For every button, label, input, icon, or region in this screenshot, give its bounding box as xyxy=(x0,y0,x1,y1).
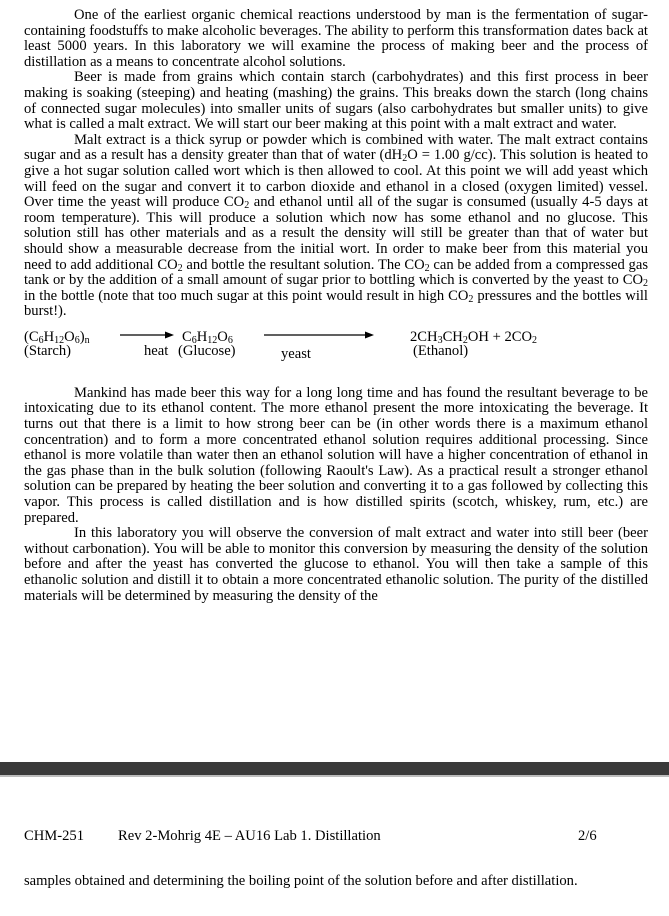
paragraph-distillation: Mankind has made beer this way for a long long time and has found the resultant beverage to be intoxicating due to its ethanol content. The more ethanol present the more intoxicating the beverage. It turns out that there is a limit to how strong beer can be (in other words there is a maximum ethanol concentration) and to form a more concentrated ethanol solution requires additional processing. Since ethanol is more volatile than water then an ethanol solution will have a higher concentration of ethanol in the gas phase than in the bulk solution (following Raoult's Law). As a practical result a stronger ethanol solution can be prepared by heating the beer solution and converting it to a gas followed by collecting this vapor. This process is called distillation and is how distilled spirits (scotch, whiskey, rum, etc.) are prepared. xyxy=(24,384,648,526)
continuation-text: samples obtained and determining the boiling point of the solution before and after distillation. xyxy=(24,873,578,889)
glucose-formula: $C_6H_{12}O_6$ xyxy=(182,328,233,346)
page-body xyxy=(24,8,648,604)
starch-label: (Starch) xyxy=(24,342,72,359)
starch-formula: $(C_6H_{12}O_6)_n$ xyxy=(24,328,90,346)
heat-label: heat xyxy=(144,342,169,359)
arrow-fermentation xyxy=(264,330,374,340)
glucose-label: (Glucose) xyxy=(178,342,236,359)
paragraph-intro: One of the earliest organic chemical reactions understood by man is the fermentation of sugar-containing foodstuffs to make alcoholic beverages. The ability to perform this transformation dates back at least 5000 years. In this laboratory we will examine the process of making beer and the process of distillation as a means to concentrate alcohol solutions. xyxy=(24,7,648,70)
products-formula: $2CH_3CH_2OH + 2CO_2$ xyxy=(410,328,538,346)
paragraph-malt-extract: Malt extract is a thick syrup or powder which is combined with water. The malt extract contains sugar and as a result has a density greater than that of water ($dH_2O = 1.00$ g/cc). This solution is heated to give a hot sugar solution called wort which is then allowed to cool. At this point we will add yeast which will feed on the sugar and convert it to carbon dioxide and ethanol in a closed (oxygen limited) vessel. Over time the yeast will produce $CO_2$ and ethanol until all of the sugar is consumed (usually 4-5 days at room temperature). This will produce a solution which now has some ethanol and no glucose. This solution still has other materials and as a result the density will still be greater than that of water but should show a measurable decrease from the initial wort. In order to make beer from this material you need to add additional $CO_2$ and bottle the resultant solution. The $CO_2$ can be added from a compressed gas tank or by the addition of a small amount of sugar prior to bottling which is converted by the yeast to $CO_2$ in the bottle (note that too much sugar at this point would result in high $CO_2$ pressures and the bottles will burst!). xyxy=(24,131,649,320)
yeast-label: yeast xyxy=(281,345,311,362)
page-break-bar xyxy=(0,762,669,775)
paragraph-beer-making: Beer is made from grains which contain starch (carbohydrates) and this first process in beer making is soaking (steeping) and heating (mashing) the grains. This breaks down the starch (long chains of connected sugar molecules) into smaller units of sugars (also carbohydrates but smaller units) to give what is called a malt extract. We will start our beer making at this point with a malt extract and water. xyxy=(24,69,648,133)
arrow-hydrolysis xyxy=(120,330,174,340)
page-footer xyxy=(24,829,644,847)
footer-page-number: 2/6 xyxy=(578,828,597,844)
page-break-shadow xyxy=(0,775,669,777)
footer-revision: Rev 2-Mohrig 4E – AU16 Lab 1. Distillation xyxy=(118,828,381,844)
footer-course: CHM-251 xyxy=(24,828,84,844)
paragraph-laboratory: In this laboratory you will observe the conversion of malt extract and water into still beer (beer without carbonation). You will be able to monitor this conversion by measuring the density of the solution before and after the yeast has converted the glucose to ethanol. You will then take a sample of this ethanolic solution and distill it to obtain a more concentrated ethanolic solution. The purity of the distilled materials will be determined by measuring the density of the xyxy=(24,525,648,604)
fermentation-equation xyxy=(24,326,648,384)
ethanol-label: (Ethanol) xyxy=(413,342,469,359)
